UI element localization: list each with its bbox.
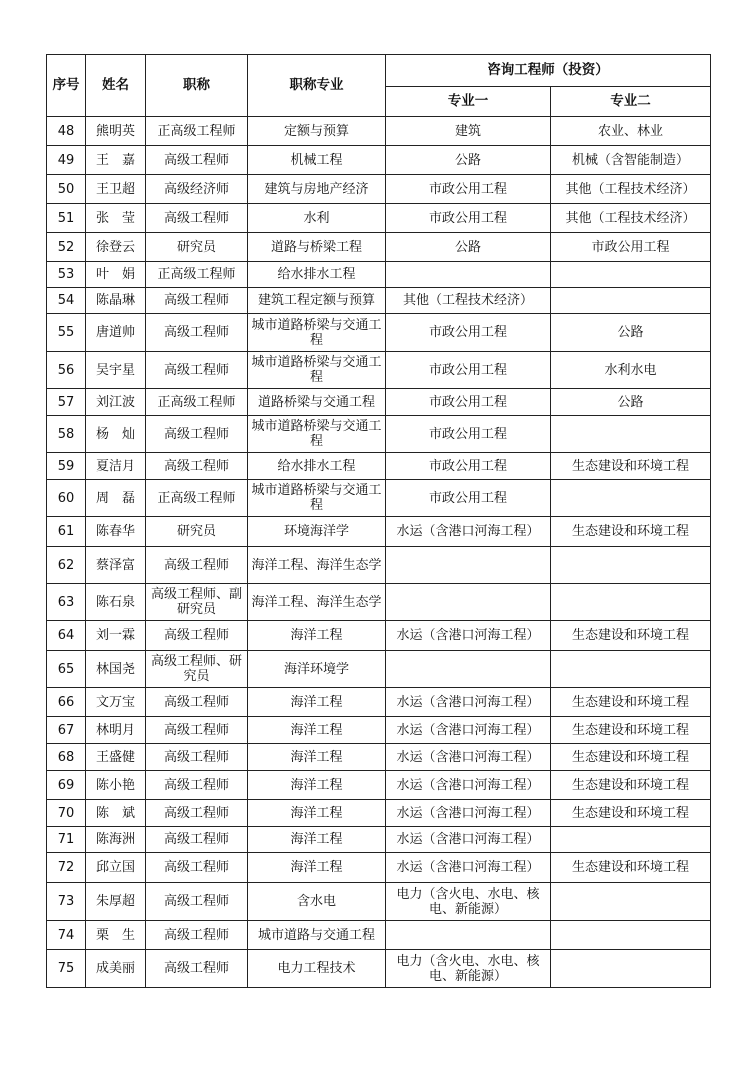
cell-specialty-1 [386, 584, 551, 621]
cell-no: 54 [47, 288, 86, 314]
cell-specialty-2: 农业、林业 [551, 117, 711, 146]
cell-specialty-1: 水运（含港口河海工程） [386, 827, 551, 853]
cell-specialty-1: 市政公用工程 [386, 314, 551, 352]
cell-name: 叶 娟 [86, 262, 146, 288]
cell-no: 70 [47, 800, 86, 827]
cell-name: 徐登云 [86, 233, 146, 262]
cell-specialty-2: 其他（工程技术经济） [551, 175, 711, 204]
cell-specialty-2: 生态建设和环境工程 [551, 621, 711, 651]
cell-no: 56 [47, 352, 86, 389]
cell-name: 熊明英 [86, 117, 146, 146]
cell-major: 水利 [248, 204, 386, 233]
cell-name: 刘一霖 [86, 621, 146, 651]
cell-title: 高级工程师 [146, 314, 248, 352]
cell-name: 邱立国 [86, 853, 146, 883]
cell-specialty-2: 生态建设和环境工程 [551, 771, 711, 800]
cell-name: 王卫超 [86, 175, 146, 204]
cell-title: 正高级工程师 [146, 389, 248, 416]
cell-name: 吴宇星 [86, 352, 146, 389]
cell-no: 49 [47, 146, 86, 175]
cell-name: 杨 灿 [86, 416, 146, 453]
cell-specialty-2: 公路 [551, 389, 711, 416]
cell-no: 52 [47, 233, 86, 262]
cell-specialty-1 [386, 651, 551, 688]
table-row [47, 288, 711, 314]
cell-specialty-1: 水运（含港口河海工程） [386, 771, 551, 800]
table-row [47, 744, 711, 771]
table-row [47, 262, 711, 288]
cell-title: 高级工程师 [146, 621, 248, 651]
cell-specialty-1: 建筑 [386, 117, 551, 146]
table-row [47, 175, 711, 204]
cell-title: 高级工程师 [146, 288, 248, 314]
cell-major: 定额与预算 [248, 117, 386, 146]
cell-specialty-1: 水运（含港口河海工程） [386, 621, 551, 651]
cell-specialty-1: 水运（含港口河海工程） [386, 853, 551, 883]
table-row [47, 950, 711, 988]
cell-specialty-2: 市政公用工程 [551, 233, 711, 262]
cell-specialty-2: 水利水电 [551, 352, 711, 389]
cell-title: 高级工程师 [146, 883, 248, 921]
table-row [47, 416, 711, 453]
table-row [47, 146, 711, 175]
cell-no: 64 [47, 621, 86, 651]
cell-no: 66 [47, 688, 86, 717]
cell-specialty-1: 水运（含港口河海工程） [386, 688, 551, 717]
table-row [47, 651, 711, 688]
cell-major: 海洋工程、海洋生态学 [248, 584, 386, 621]
cell-major: 海洋工程 [248, 827, 386, 853]
cell-specialty-1: 水运（含港口河海工程） [386, 517, 551, 547]
cell-specialty-2: 生态建设和环境工程 [551, 688, 711, 717]
personnel-table [46, 54, 711, 988]
cell-major: 城市道路桥梁与交通工程 [248, 314, 386, 352]
cell-name: 陈海洲 [86, 827, 146, 853]
table-row [47, 717, 711, 744]
cell-title: 高级工程师 [146, 453, 248, 480]
cell-major: 建筑工程定额与预算 [248, 288, 386, 314]
cell-specialty-1 [386, 262, 551, 288]
cell-title: 高级工程师 [146, 146, 248, 175]
cell-specialty-2: 机械（含智能制造） [551, 146, 711, 175]
cell-name: 唐道帅 [86, 314, 146, 352]
cell-no: 62 [47, 547, 86, 584]
header-specialty-2: 专业二 [551, 87, 711, 117]
cell-specialty-1: 市政公用工程 [386, 204, 551, 233]
cell-title: 高级工程师 [146, 800, 248, 827]
table-row [47, 883, 711, 921]
cell-name: 王 嘉 [86, 146, 146, 175]
cell-specialty-1: 市政公用工程 [386, 453, 551, 480]
table-row [47, 584, 711, 621]
header-consulting-engineer: 咨询工程师（投资） [386, 55, 711, 87]
cell-specialty-1: 市政公用工程 [386, 480, 551, 517]
cell-major: 含水电 [248, 883, 386, 921]
cell-specialty-2: 生态建设和环境工程 [551, 453, 711, 480]
cell-major: 建筑与房地产经济 [248, 175, 386, 204]
cell-specialty-2 [551, 480, 711, 517]
table-row [47, 547, 711, 584]
cell-name: 刘江波 [86, 389, 146, 416]
table-row [47, 921, 711, 950]
table-row [47, 517, 711, 547]
cell-name: 栗 生 [86, 921, 146, 950]
cell-no: 59 [47, 453, 86, 480]
cell-no: 69 [47, 771, 86, 800]
cell-no: 75 [47, 950, 86, 988]
table-body [47, 117, 711, 988]
cell-title: 高级工程师、研究员 [146, 651, 248, 688]
table-row [47, 827, 711, 853]
table-row [47, 389, 711, 416]
cell-title: 正高级工程师 [146, 262, 248, 288]
cell-specialty-2 [551, 950, 711, 988]
cell-name: 陈春华 [86, 517, 146, 547]
cell-specialty-1 [386, 921, 551, 950]
table-row [47, 800, 711, 827]
cell-specialty-2: 生态建设和环境工程 [551, 717, 711, 744]
cell-specialty-1: 水运（含港口河海工程） [386, 717, 551, 744]
cell-title: 高级工程师 [146, 547, 248, 584]
table-row [47, 453, 711, 480]
table-row [47, 621, 711, 651]
table-row [47, 853, 711, 883]
cell-title: 正高级工程师 [146, 117, 248, 146]
cell-title: 高级工程师 [146, 204, 248, 233]
cell-specialty-1: 公路 [386, 233, 551, 262]
cell-major: 海洋工程 [248, 771, 386, 800]
cell-no: 57 [47, 389, 86, 416]
header-major: 职称专业 [248, 55, 386, 117]
cell-title: 高级工程师、副研究员 [146, 584, 248, 621]
cell-major: 海洋工程 [248, 621, 386, 651]
cell-specialty-2 [551, 584, 711, 621]
cell-specialty-1: 水运（含港口河海工程） [386, 744, 551, 771]
table-row [47, 771, 711, 800]
cell-no: 58 [47, 416, 86, 453]
cell-name: 王盛健 [86, 744, 146, 771]
cell-name: 文万宝 [86, 688, 146, 717]
cell-major: 环境海洋学 [248, 517, 386, 547]
cell-major: 海洋工程、海洋生态学 [248, 547, 386, 584]
cell-title: 高级工程师 [146, 688, 248, 717]
cell-specialty-2 [551, 827, 711, 853]
cell-no: 61 [47, 517, 86, 547]
cell-major: 电力工程技术 [248, 950, 386, 988]
table-row [47, 117, 711, 146]
cell-major: 道路与桥梁工程 [248, 233, 386, 262]
cell-title: 高级工程师 [146, 771, 248, 800]
header-title: 职称 [146, 55, 248, 117]
cell-specialty-2 [551, 262, 711, 288]
cell-no: 67 [47, 717, 86, 744]
cell-major: 海洋工程 [248, 744, 386, 771]
cell-specialty-2: 公路 [551, 314, 711, 352]
cell-major: 道路桥梁与交通工程 [248, 389, 386, 416]
cell-title: 高级工程师 [146, 921, 248, 950]
cell-major: 给水排水工程 [248, 262, 386, 288]
cell-major: 给水排水工程 [248, 453, 386, 480]
cell-major: 海洋工程 [248, 717, 386, 744]
cell-no: 63 [47, 584, 86, 621]
cell-major: 城市道路桥梁与交通工程 [248, 480, 386, 517]
cell-major: 海洋工程 [248, 853, 386, 883]
cell-specialty-1: 市政公用工程 [386, 416, 551, 453]
cell-major: 城市道路桥梁与交通工程 [248, 352, 386, 389]
cell-specialty-2: 生态建设和环境工程 [551, 517, 711, 547]
table-row [47, 314, 711, 352]
cell-no: 65 [47, 651, 86, 688]
cell-specialty-1: 公路 [386, 146, 551, 175]
cell-major: 海洋环境学 [248, 651, 386, 688]
cell-name: 陈 斌 [86, 800, 146, 827]
cell-specialty-1: 水运（含港口河海工程） [386, 800, 551, 827]
cell-no: 60 [47, 480, 86, 517]
cell-no: 71 [47, 827, 86, 853]
cell-name: 陈石泉 [86, 584, 146, 621]
cell-no: 50 [47, 175, 86, 204]
cell-name: 周 磊 [86, 480, 146, 517]
header-name: 姓名 [86, 55, 146, 117]
table-row [47, 688, 711, 717]
cell-name: 张 莹 [86, 204, 146, 233]
cell-name: 成美丽 [86, 950, 146, 988]
cell-specialty-2 [551, 883, 711, 921]
table-row [47, 233, 711, 262]
cell-major: 海洋工程 [248, 800, 386, 827]
cell-name: 蔡泽富 [86, 547, 146, 584]
cell-specialty-1: 市政公用工程 [386, 352, 551, 389]
cell-specialty-2 [551, 288, 711, 314]
cell-title: 高级经济师 [146, 175, 248, 204]
cell-title: 研究员 [146, 517, 248, 547]
cell-specialty-1: 市政公用工程 [386, 389, 551, 416]
cell-specialty-2: 生态建设和环境工程 [551, 853, 711, 883]
cell-specialty-1: 电力（含火电、水电、核电、新能源） [386, 883, 551, 921]
cell-no: 74 [47, 921, 86, 950]
cell-name: 林明月 [86, 717, 146, 744]
cell-title: 高级工程师 [146, 827, 248, 853]
cell-no: 51 [47, 204, 86, 233]
cell-name: 陈晶琳 [86, 288, 146, 314]
cell-title: 研究员 [146, 233, 248, 262]
cell-title: 正高级工程师 [146, 480, 248, 517]
cell-no: 53 [47, 262, 86, 288]
cell-specialty-1 [386, 547, 551, 584]
header-specialty-1: 专业一 [386, 87, 551, 117]
cell-title: 高级工程师 [146, 950, 248, 988]
cell-specialty-2 [551, 416, 711, 453]
cell-major: 城市道路与交通工程 [248, 921, 386, 950]
cell-specialty-2: 生态建设和环境工程 [551, 800, 711, 827]
cell-specialty-1: 其他（工程技术经济） [386, 288, 551, 314]
cell-specialty-2 [551, 921, 711, 950]
cell-no: 73 [47, 883, 86, 921]
cell-major: 城市道路桥梁与交通工程 [248, 416, 386, 453]
cell-major: 机械工程 [248, 146, 386, 175]
cell-specialty-2 [551, 651, 711, 688]
cell-name: 朱厚超 [86, 883, 146, 921]
cell-title: 高级工程师 [146, 352, 248, 389]
cell-specialty-2: 其他（工程技术经济） [551, 204, 711, 233]
header-row-top [47, 55, 711, 87]
cell-no: 48 [47, 117, 86, 146]
cell-no: 55 [47, 314, 86, 352]
cell-title: 高级工程师 [146, 717, 248, 744]
cell-specialty-2 [551, 547, 711, 584]
cell-no: 72 [47, 853, 86, 883]
table-row [47, 352, 711, 389]
cell-title: 高级工程师 [146, 416, 248, 453]
cell-title: 高级工程师 [146, 744, 248, 771]
cell-title: 高级工程师 [146, 853, 248, 883]
cell-specialty-1: 市政公用工程 [386, 175, 551, 204]
cell-specialty-2: 生态建设和环境工程 [551, 744, 711, 771]
cell-specialty-1: 电力（含火电、水电、核电、新能源） [386, 950, 551, 988]
table-row [47, 480, 711, 517]
cell-name: 林国尧 [86, 651, 146, 688]
header-no: 序号 [47, 55, 86, 117]
cell-name: 陈小艳 [86, 771, 146, 800]
cell-major: 海洋工程 [248, 688, 386, 717]
cell-name: 夏洁月 [86, 453, 146, 480]
cell-no: 68 [47, 744, 86, 771]
table-row [47, 204, 711, 233]
